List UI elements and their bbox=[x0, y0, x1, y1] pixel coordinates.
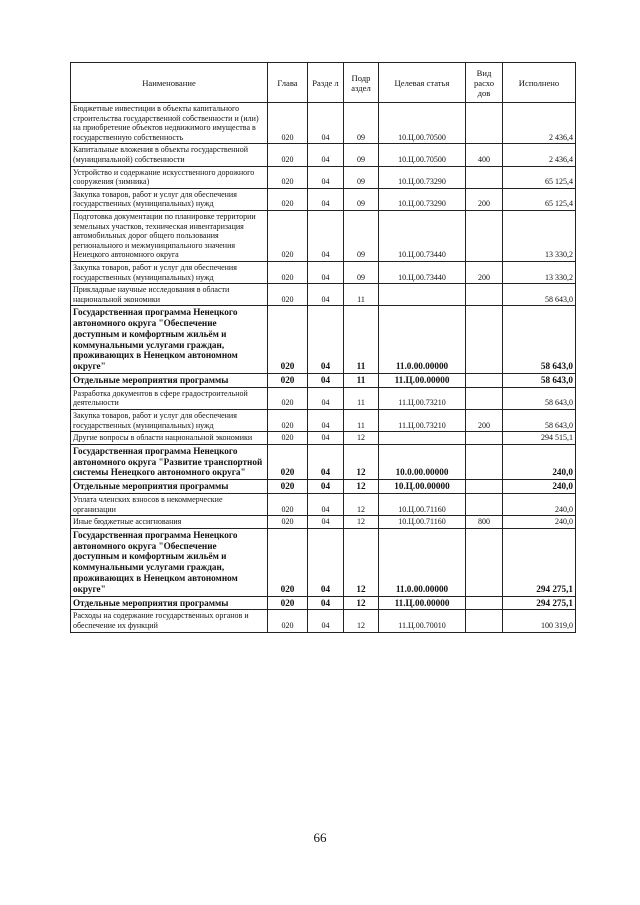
cell-name: Разработка документов в сфере градостроительной деятельности bbox=[71, 387, 268, 409]
cell-target: 11.0.00.00000 bbox=[379, 306, 466, 374]
cell-chapter: 020 bbox=[268, 210, 308, 261]
cell-executed: 294 275,1 bbox=[503, 596, 576, 610]
cell-target: 10.Ц.00.70500 bbox=[379, 103, 466, 144]
cell-subsection: 09 bbox=[344, 261, 379, 283]
table-row bbox=[71, 528, 576, 596]
cell-expense-type bbox=[466, 387, 503, 409]
table-row bbox=[71, 494, 576, 516]
cell-name: Капитальные вложения в объекты государственной (муниципальной) собственности bbox=[71, 144, 268, 166]
table-row bbox=[71, 480, 576, 494]
cell-executed: 294 275,1 bbox=[503, 528, 576, 596]
cell-chapter: 020 bbox=[268, 444, 308, 479]
cell-chapter: 020 bbox=[268, 516, 308, 529]
cell-target: 10.Ц.00.73440 bbox=[379, 210, 466, 261]
cell-executed: 240,0 bbox=[503, 494, 576, 516]
cell-name: Подготовка документации по планировке территории земельных участков, техническая инвентаризация автомобильных дорог общего пользования регионального и межмуниципального значения Ненецкого автономного округа bbox=[71, 210, 268, 261]
cell-chapter: 020 bbox=[268, 103, 308, 144]
table-row bbox=[71, 444, 576, 479]
cell-executed: 2 436,4 bbox=[503, 144, 576, 166]
cell-target: 11.0.00.00000 bbox=[379, 528, 466, 596]
cell-subsection: 12 bbox=[344, 610, 379, 632]
cell-section: 04 bbox=[308, 210, 344, 261]
cell-section: 04 bbox=[308, 610, 344, 632]
cell-subsection: 11 bbox=[344, 306, 379, 374]
cell-name: Устройство и содержание искусственного дорожного сооружения (зимника) bbox=[71, 166, 268, 188]
cell-subsection: 12 bbox=[344, 494, 379, 516]
cell-section: 04 bbox=[308, 596, 344, 610]
cell-section: 04 bbox=[308, 261, 344, 283]
cell-target: 11.Ц.00.00000 bbox=[379, 596, 466, 610]
cell-name: Закупка товаров, работ и услуг для обеспечения государственных (муниципальных) нужд bbox=[71, 261, 268, 283]
table-row bbox=[71, 144, 576, 166]
cell-subsection: 11 bbox=[344, 374, 379, 388]
cell-expense-type bbox=[466, 596, 503, 610]
cell-executed: 58 643,0 bbox=[503, 284, 576, 306]
cell-section: 04 bbox=[308, 166, 344, 188]
cell-target: 10.Ц.00.73290 bbox=[379, 166, 466, 188]
cell-chapter: 020 bbox=[268, 261, 308, 283]
table-row bbox=[71, 188, 576, 210]
cell-target: 10.Ц.00.00000 bbox=[379, 480, 466, 494]
cell-executed: 13 330,2 bbox=[503, 261, 576, 283]
page-number: 66 bbox=[313, 830, 327, 845]
cell-name: Отдельные мероприятия программы bbox=[71, 596, 268, 610]
cell-executed: 65 125,4 bbox=[503, 166, 576, 188]
table-row bbox=[71, 516, 576, 529]
cell-subsection: 12 bbox=[344, 432, 379, 445]
table-row bbox=[71, 284, 576, 306]
cell-target: 10.Ц.00.71160 bbox=[379, 494, 466, 516]
cell-executed: 100 319,0 bbox=[503, 610, 576, 632]
cell-name: Бюджетные инвестиции в объекты капитального строительства государственной собственности и (или) на приобретение объектов недвижимого имущества в государственную собственность bbox=[71, 103, 268, 144]
cell-name: Государственная программа Ненецкого автономного округа "Обеспечение доступным и комфортным жильём и коммунальными услугами граждан, проживающих в Ненецком автономном округе" bbox=[71, 306, 268, 374]
cell-section: 04 bbox=[308, 387, 344, 409]
cell-expense-type bbox=[466, 284, 503, 306]
cell-target: 11.Ц.00.73210 bbox=[379, 387, 466, 409]
budget-table bbox=[70, 62, 576, 633]
cell-executed: 58 643,0 bbox=[503, 306, 576, 374]
table-row bbox=[71, 410, 576, 432]
cell-section: 04 bbox=[308, 284, 344, 306]
cell-expense-type bbox=[466, 432, 503, 445]
cell-chapter: 020 bbox=[268, 410, 308, 432]
table-row bbox=[71, 374, 576, 388]
table-row bbox=[71, 166, 576, 188]
cell-chapter: 020 bbox=[268, 432, 308, 445]
cell-target bbox=[379, 432, 466, 445]
cell-target: 10.Ц.00.71160 bbox=[379, 516, 466, 529]
cell-section: 04 bbox=[308, 444, 344, 479]
cell-subsection: 11 bbox=[344, 410, 379, 432]
cell-expense-type bbox=[466, 494, 503, 516]
header-name: Наименование bbox=[71, 63, 268, 103]
cell-subsection: 09 bbox=[344, 210, 379, 261]
table-row bbox=[71, 610, 576, 632]
cell-chapter: 020 bbox=[268, 306, 308, 374]
cell-target: 11.Ц.00.70010 bbox=[379, 610, 466, 632]
cell-chapter: 020 bbox=[268, 480, 308, 494]
cell-subsection: 12 bbox=[344, 480, 379, 494]
cell-target: 10.Ц.00.73290 bbox=[379, 188, 466, 210]
cell-executed: 58 643,0 bbox=[503, 374, 576, 388]
cell-section: 04 bbox=[308, 410, 344, 432]
cell-section: 04 bbox=[308, 516, 344, 529]
cell-expense-type bbox=[466, 103, 503, 144]
cell-subsection: 09 bbox=[344, 144, 379, 166]
cell-name: Иные бюджетные ассигнования bbox=[71, 516, 268, 529]
cell-target: 11.Ц.00.00000 bbox=[379, 374, 466, 388]
cell-name: Другие вопросы в области национальной экономики bbox=[71, 432, 268, 445]
table-row bbox=[71, 261, 576, 283]
cell-section: 04 bbox=[308, 480, 344, 494]
cell-executed: 240,0 bbox=[503, 480, 576, 494]
cell-chapter: 020 bbox=[268, 374, 308, 388]
cell-chapter: 020 bbox=[268, 528, 308, 596]
table-row bbox=[71, 103, 576, 144]
cell-executed: 240,0 bbox=[503, 516, 576, 529]
cell-expense-type bbox=[466, 528, 503, 596]
header-subsection: Подр аздел bbox=[344, 63, 379, 103]
cell-name: Закупка товаров, работ и услуг для обеспечения государственных (муниципальных) нужд bbox=[71, 188, 268, 210]
cell-chapter: 020 bbox=[268, 166, 308, 188]
cell-chapter: 020 bbox=[268, 387, 308, 409]
cell-name: Закупка товаров, работ и услуг для обеспечения государственных (муниципальных) нужд bbox=[71, 410, 268, 432]
cell-expense-type bbox=[466, 444, 503, 479]
header-section: Разде л bbox=[308, 63, 344, 103]
table-row bbox=[71, 306, 576, 374]
cell-name: Прикладные научные исследования в области национальной экономики bbox=[71, 284, 268, 306]
cell-section: 04 bbox=[308, 188, 344, 210]
cell-subsection: 09 bbox=[344, 103, 379, 144]
table-row bbox=[71, 432, 576, 445]
cell-name: Государственная программа Ненецкого автономного округа "Обеспечение доступным и комфортным жильём и коммунальными услугами граждан, проживающих в Ненецком автономном округе" bbox=[71, 528, 268, 596]
cell-executed: 240,0 bbox=[503, 444, 576, 479]
cell-name: Отдельные мероприятия программы bbox=[71, 480, 268, 494]
cell-executed: 58 643,0 bbox=[503, 410, 576, 432]
cell-section: 04 bbox=[308, 103, 344, 144]
cell-expense-type bbox=[466, 306, 503, 374]
header-target: Целевая статья bbox=[379, 63, 466, 103]
cell-subsection: 11 bbox=[344, 284, 379, 306]
cell-target: 10.Ц.00.70500 bbox=[379, 144, 466, 166]
cell-expense-type bbox=[466, 610, 503, 632]
cell-executed: 2 436,4 bbox=[503, 103, 576, 144]
header-expense-type: Вид расхо дов bbox=[466, 63, 503, 103]
cell-target: 11.Ц.00.73210 bbox=[379, 410, 466, 432]
cell-section: 04 bbox=[308, 374, 344, 388]
cell-target bbox=[379, 284, 466, 306]
cell-target: 10.0.00.00000 bbox=[379, 444, 466, 479]
cell-name: Государственная программа Ненецкого автономного округа "Развитие транспортной системы Ненецкого автономного округа" bbox=[71, 444, 268, 479]
cell-chapter: 020 bbox=[268, 610, 308, 632]
cell-subsection: 12 bbox=[344, 444, 379, 479]
cell-executed: 294 515,1 bbox=[503, 432, 576, 445]
header-executed: Исполнено bbox=[503, 63, 576, 103]
cell-expense-type bbox=[466, 374, 503, 388]
cell-expense-type: 200 bbox=[466, 188, 503, 210]
table-row bbox=[71, 387, 576, 409]
table-body bbox=[71, 103, 576, 633]
cell-section: 04 bbox=[308, 528, 344, 596]
cell-expense-type: 800 bbox=[466, 516, 503, 529]
cell-chapter: 020 bbox=[268, 494, 308, 516]
cell-chapter: 020 bbox=[268, 596, 308, 610]
cell-expense-type: 400 bbox=[466, 144, 503, 166]
cell-subsection: 12 bbox=[344, 528, 379, 596]
cell-subsection: 12 bbox=[344, 596, 379, 610]
cell-subsection: 09 bbox=[344, 166, 379, 188]
cell-expense-type: 200 bbox=[466, 410, 503, 432]
cell-expense-type bbox=[466, 480, 503, 494]
cell-subsection: 12 bbox=[344, 516, 379, 529]
cell-section: 04 bbox=[308, 494, 344, 516]
cell-section: 04 bbox=[308, 306, 344, 374]
cell-section: 04 bbox=[308, 432, 344, 445]
cell-executed: 13 330,2 bbox=[503, 210, 576, 261]
cell-expense-type bbox=[466, 166, 503, 188]
table-row bbox=[71, 210, 576, 261]
cell-chapter: 020 bbox=[268, 188, 308, 210]
cell-subsection: 09 bbox=[344, 188, 379, 210]
cell-name: Расходы на содержание государственных органов и обеспечение их функций bbox=[71, 610, 268, 632]
cell-subsection: 11 bbox=[344, 387, 379, 409]
table-header bbox=[71, 63, 576, 103]
cell-section: 04 bbox=[308, 144, 344, 166]
cell-expense-type: 200 bbox=[466, 261, 503, 283]
cell-executed: 65 125,4 bbox=[503, 188, 576, 210]
cell-chapter: 020 bbox=[268, 284, 308, 306]
cell-executed: 58 643,0 bbox=[503, 387, 576, 409]
cell-name: Уплата членских взносов в некоммерческие организации bbox=[71, 494, 268, 516]
table-row bbox=[71, 596, 576, 610]
cell-chapter: 020 bbox=[268, 144, 308, 166]
cell-target: 10.Ц.00.73440 bbox=[379, 261, 466, 283]
cell-expense-type bbox=[466, 210, 503, 261]
header-chapter: Глава bbox=[268, 63, 308, 103]
cell-name: Отдельные мероприятия программы bbox=[71, 374, 268, 388]
